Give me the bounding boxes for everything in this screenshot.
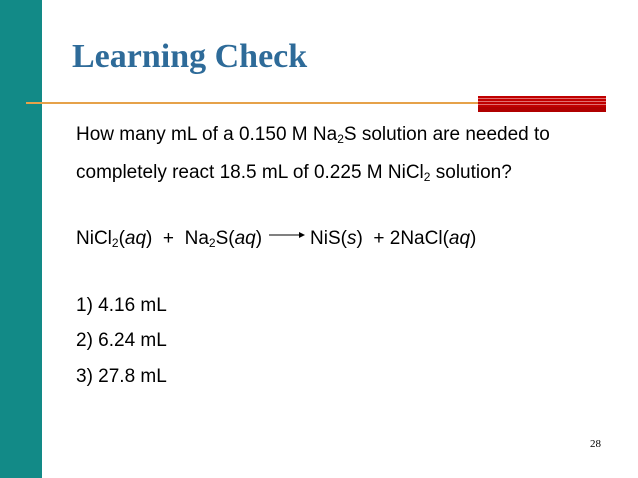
title-accent-block xyxy=(478,107,606,112)
answer-option-1: 1) 4.16 mL xyxy=(76,295,167,316)
title-underline xyxy=(26,102,478,104)
reaction-arrow-icon xyxy=(268,232,306,246)
answer-option-2: 2) 6.24 mL xyxy=(76,330,167,351)
page-number: 28 xyxy=(590,438,601,450)
answer-option-3: 3) 27.8 mL xyxy=(76,366,167,387)
slide-title: Learning Check xyxy=(72,38,308,75)
question-line-1: How many mL of a 0.150 M $Na_2S$ solution are needed to xyxy=(76,124,550,146)
sidebar-accent-bar xyxy=(0,0,42,478)
question-line-2: completely react 18.5 mL of 0.225 M NiCl$_2$ solution? xyxy=(76,162,512,184)
chemical-equation: NiCl$_2$(aq) + $Na_2S(aq) NiS(s)$ + 2NaCl(aq) xyxy=(76,228,477,250)
